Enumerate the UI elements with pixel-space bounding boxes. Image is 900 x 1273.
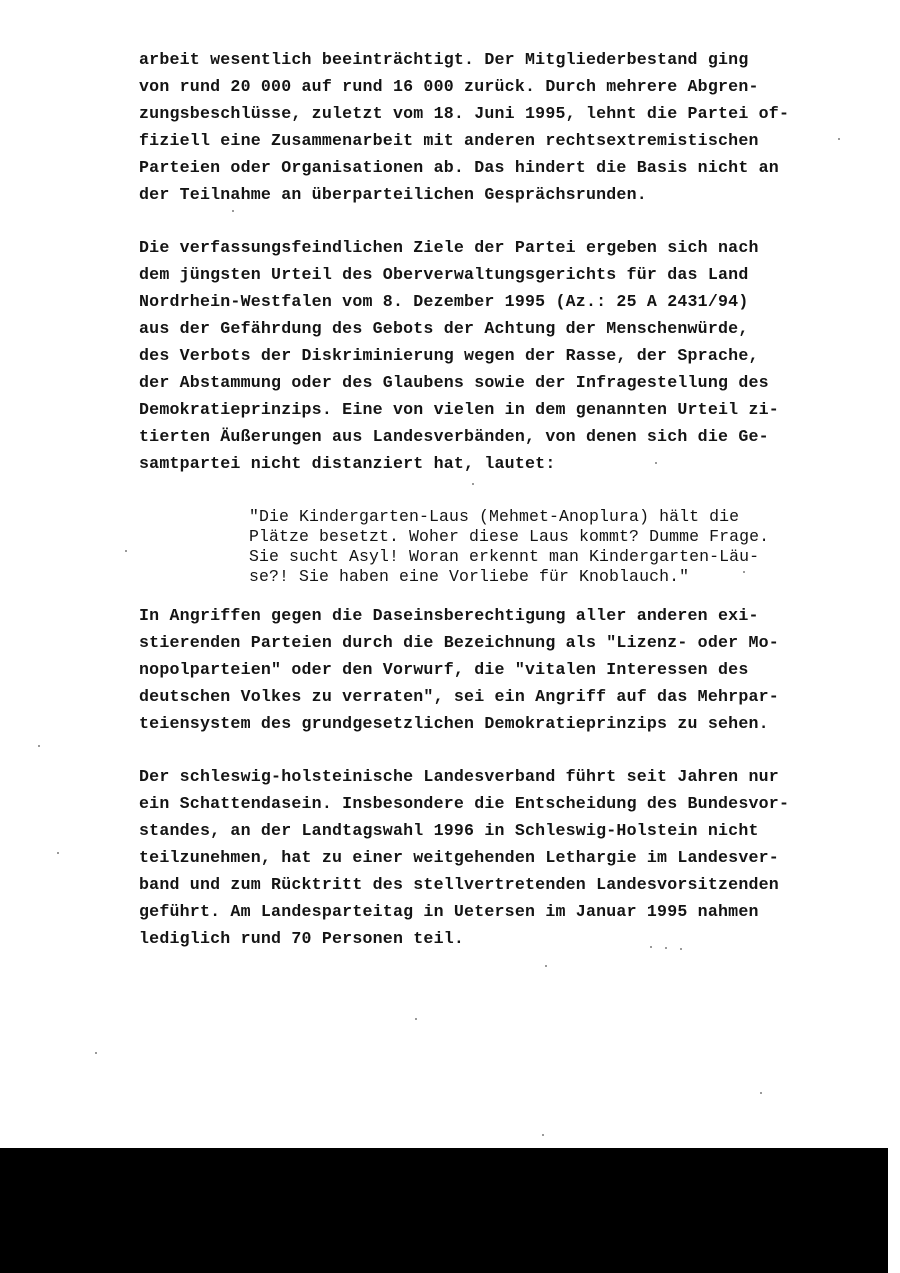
text-line: samtpartei nicht distanziert hat, lautet: (139, 454, 556, 473)
text-line: arbeit wesentlich beeinträchtigt. Der Mitgliederbestand ging (139, 50, 749, 69)
text-line: des Verbots der Diskriminierung wegen der Rasse, der Sprache, (139, 346, 759, 365)
text-line: Nordrhein-Westfalen vom 8. Dezember 1995 (Az.: 25 A 2431/94) (139, 292, 749, 311)
text-line: teiensystem des grundgesetzlichen Demokratieprinzips zu sehen. (139, 714, 769, 733)
text-line: dem jüngsten Urteil des Oberverwaltungsgerichts für das Land (139, 265, 749, 284)
text-line: der Teilnahme an überparteilichen Gesprächsrunden. (139, 185, 647, 204)
text-line: aus der Gefährdung des Gebots der Achtung der Menschenwürde, (139, 319, 749, 338)
text-line: lediglich rund 70 Personen teil. (139, 929, 465, 948)
quote-line: Sie sucht Asyl! Woran erkennt man Kindergarten-Läu- (249, 547, 760, 566)
text-line: nopolparteien" oder den Vorwurf, die "vitalen Interessen des (139, 660, 749, 679)
text-line: stierenden Parteien durch die Bezeichnung als "Lizenz- oder Mo- (139, 633, 779, 652)
text-line: teilzunehmen, hat zu einer weitgehenden Lethargie im Landesver- (139, 848, 779, 867)
text-line: ein Schattendasein. Insbesondere die Entscheidung des Bundesvor- (139, 794, 790, 813)
text-line: Die verfassungsfeindlichen Ziele der Partei ergeben sich nach (139, 238, 759, 257)
text-line: der Abstammung oder des Glaubens sowie der Infragestellung des (139, 373, 769, 392)
text-line: von rund 20 000 auf rund 16 000 zurück. Durch mehrere Abgren- (139, 77, 759, 96)
text-line: standes, an der Landtagswahl 1996 in Schleswig-Holstein nicht (139, 821, 759, 840)
text-line: band und zum Rücktritt des stellvertretenden Landesvorsitzenden (139, 875, 779, 894)
text-line: geführt. Am Landesparteitag in Uetersen im Januar 1995 nahmen (139, 902, 759, 921)
text-line: Demokratieprinzips. Eine von vielen in dem genannten Urteil zi- (139, 400, 779, 419)
quote-line: "Die Kindergarten-Laus (Mehmet-Anoplura) hält die (249, 507, 740, 526)
text-line: Parteien oder Organisationen ab. Das hindert die Basis nicht an (139, 158, 779, 177)
quote-line: se?! Sie haben eine Vorliebe für Knoblauch." (249, 567, 690, 586)
text-line: Der schleswig-holsteinische Landesverband führt seit Jahren nur (139, 767, 779, 786)
text-line: deutschen Volkes zu verraten", sei ein Angriff auf das Mehrpar- (139, 687, 779, 706)
text-line: In Angriffen gegen die Daseinsberechtigung aller anderen exi- (139, 606, 759, 625)
text-line: zungsbeschlüsse, zuletzt vom 18. Juni 1995, lehnt die Partei of- (139, 104, 790, 123)
text-line: fiziell eine Zusammenarbeit mit anderen rechtsextremistischen (139, 131, 759, 150)
text-line: tierten Äußerungen aus Landesverbänden, von denen sich die Ge- (139, 427, 769, 446)
quote-line: Plätze besetzt. Woher diese Laus kommt? Dumme Frage. (249, 527, 770, 546)
scan-black-border (0, 1148, 888, 1273)
